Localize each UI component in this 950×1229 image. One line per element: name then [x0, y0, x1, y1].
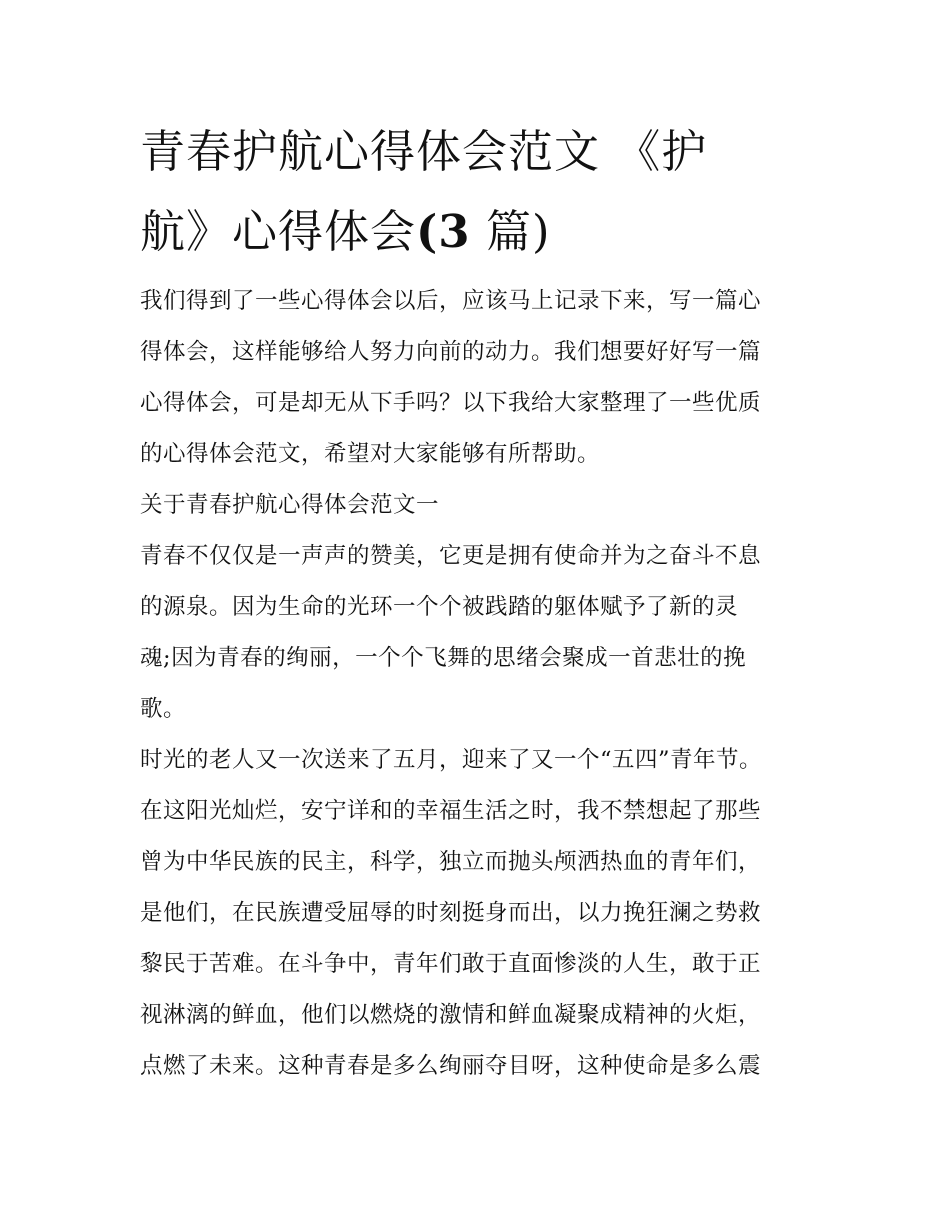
para2-line-3: 曾为中华民族的民主，科学，独立而抛头颅洒热血的青年们，	[140, 849, 762, 875]
intro-line-1: 我们得到了一些心得体会以后，应该马上记录下来，写一篇心	[140, 288, 762, 314]
para2-line-7: 点燃了未来。这种青春是多么绚丽夺目呀，这种使命是多么震	[140, 1053, 762, 1079]
title-line-2	[140, 192, 820, 272]
title-line-2-text: 航》心得体会	[140, 205, 417, 258]
title-count-unit: 篇)	[485, 205, 551, 258]
title-count: (3	[416, 205, 471, 258]
para2-line-6: 视淋漓的鲜血，他们以燃烧的激情和鲜血凝聚成精神的火炬，	[140, 1002, 762, 1028]
intro-line-2: 得体会，这样能够给人努力向前的动力。我们想要好好写一篇	[140, 339, 762, 365]
paragraph-2	[140, 735, 810, 1092]
para1-line-4: 歌。	[140, 696, 187, 722]
para1-line-3: 魂;因为青春的绚丽，一个个飞舞的思绪会聚成一首悲壮的挽	[140, 645, 747, 671]
section-heading	[140, 480, 810, 531]
para2-line-4: 是他们，在民族遭受屈辱的时刻挺身而出，以力挽狂澜之势救	[140, 900, 762, 926]
title-line-1: 青春护航心得体会范文 《护	[140, 125, 708, 178]
para2-line-2: 在这阳光灿烂，安宁详和的幸福生活之时，我不禁想起了那些	[140, 798, 762, 824]
para1-line-1: 青春不仅仅是一声声的赞美，它更是拥有使命并为之奋斗不息	[140, 543, 762, 569]
intro-line-4: 的心得体会范文，希望对大家能够有所帮助。	[140, 441, 601, 467]
section-heading-text: 关于青春护航心得体会范文一	[140, 492, 440, 518]
document-body	[140, 276, 810, 1092]
intro-line-3: 心得体会，可是却无从下手吗？以下我给大家整理了一些优质	[140, 390, 762, 416]
para2-line-5: 黎民于苦难。在斗争中，青年们敢于直面惨淡的人生，敢于正	[140, 951, 762, 977]
para1-line-2: 的源泉。因为生命的光环一个个被践踏的躯体赋予了新的灵	[140, 594, 739, 620]
document-title	[140, 112, 820, 272]
paragraph-1	[140, 531, 810, 735]
intro-paragraph	[140, 276, 810, 480]
para2-line-1: 时光的老人又一次送来了五月，迎来了又一个“五四”青年节。	[140, 747, 763, 773]
